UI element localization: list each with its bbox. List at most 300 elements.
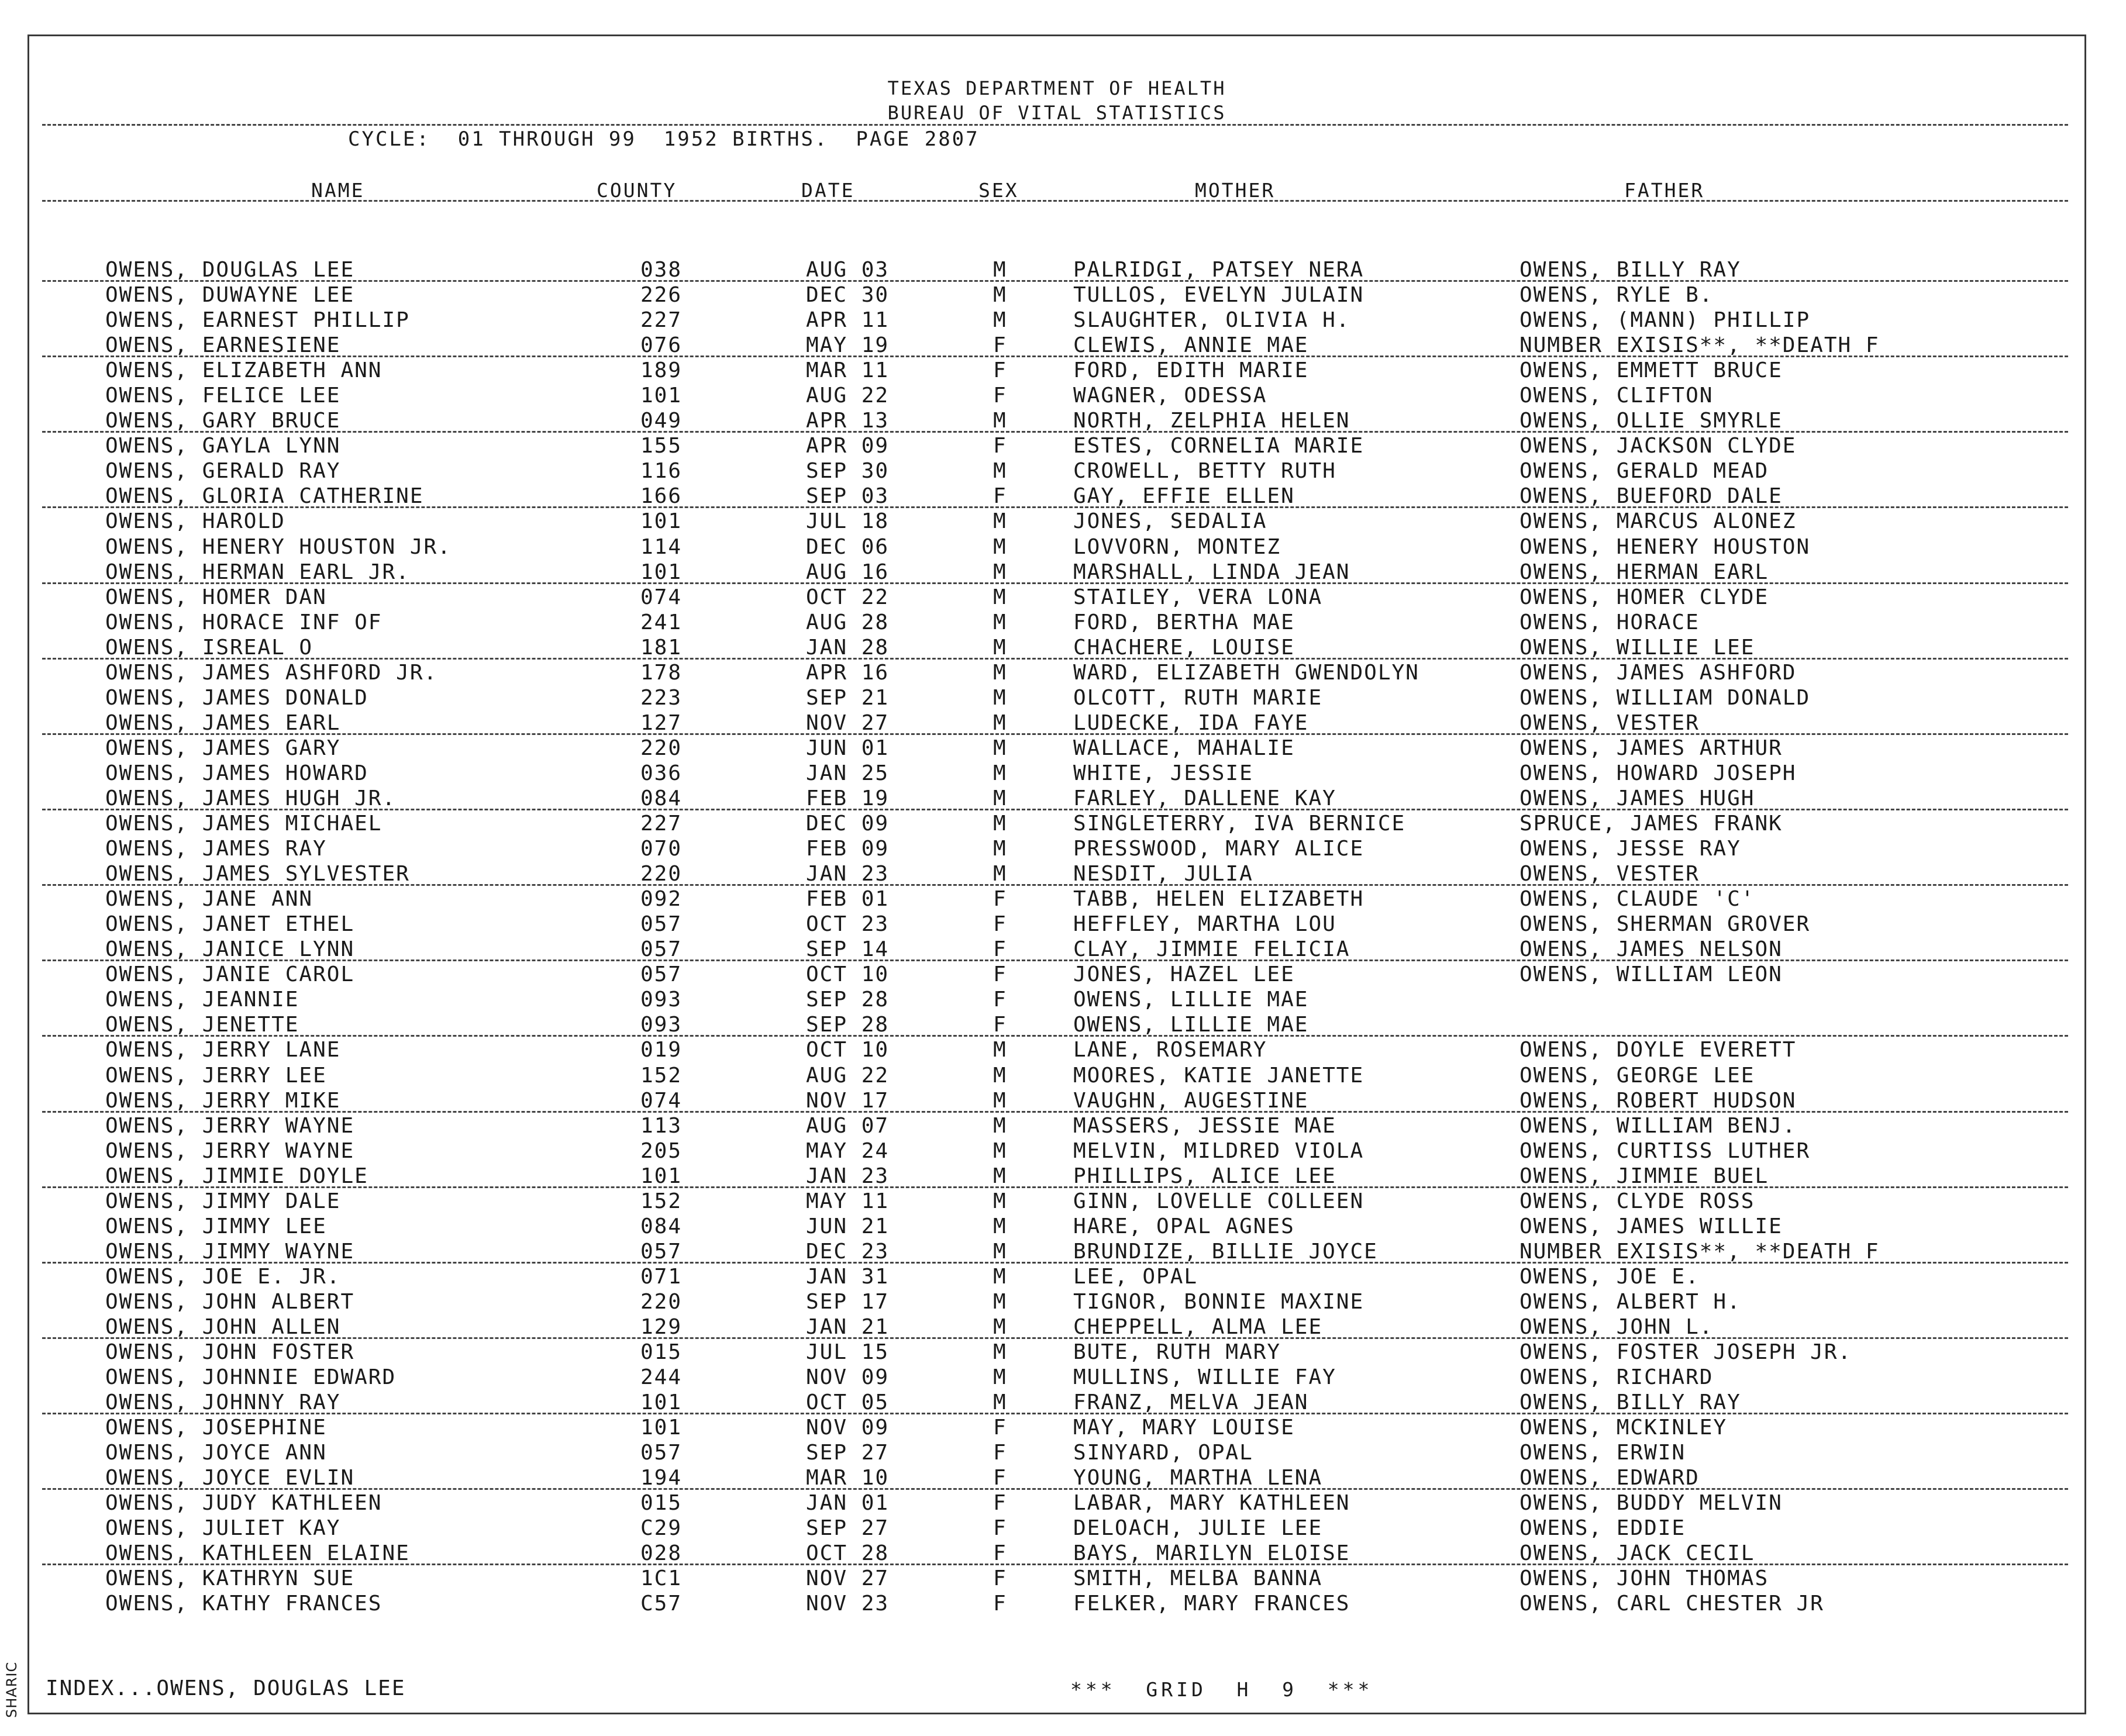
- record-father: OWENS, CLIFTON: [1519, 384, 1714, 408]
- record-date: OCT 10: [806, 962, 890, 987]
- table-row: [29, 561, 2084, 586]
- table-row: [29, 1089, 2084, 1114]
- record-father: OWENS, CARL CHESTER JR: [1519, 1592, 1824, 1616]
- record-mother: DELOACH, JULIE LEE: [1073, 1516, 1323, 1541]
- record-date: NOV 17: [806, 1088, 890, 1113]
- table-row: [29, 913, 2084, 938]
- table-row: [29, 837, 2084, 862]
- record-date: DEC 06: [806, 534, 890, 559]
- record-father: OWENS, JACK CECIL: [1519, 1541, 1755, 1566]
- record-name: OWENS, HENERY HOUSTON JR.: [105, 534, 452, 559]
- record-mother: NORTH, ZELPHIA HELEN: [1073, 409, 1350, 433]
- record-date: JAN 21: [806, 1314, 890, 1339]
- record-date: APR 16: [806, 660, 890, 685]
- record-name: OWENS, KATHY FRANCES: [105, 1592, 383, 1616]
- col-header-county: COUNTY: [597, 179, 677, 202]
- table-row: [29, 1391, 2084, 1416]
- record-father: OWENS, JIMMIE BUEL: [1519, 1164, 1769, 1188]
- record-sex: F: [993, 358, 1007, 383]
- record-county: 220: [640, 736, 683, 760]
- record-county: 113: [640, 1113, 683, 1138]
- record-county: 036: [640, 761, 683, 785]
- record-date: OCT 28: [806, 1541, 890, 1566]
- record-date: APR 09: [806, 434, 890, 458]
- table-row: [29, 938, 2084, 963]
- record-name: OWENS, JAMES ASHFORD JR.: [105, 660, 438, 685]
- record-mother: STAILEY, VERA LONA: [1073, 585, 1323, 609]
- record-father: OWENS, ROBERT HUDSON: [1519, 1088, 1797, 1113]
- record-father: OWENS, JAMES ASHFORD: [1519, 660, 1797, 685]
- record-date: APR 13: [806, 409, 890, 433]
- record-county: 194: [640, 1466, 683, 1490]
- record-name: OWENS, JOE E. JR.: [105, 1264, 341, 1289]
- record-name: OWENS, JOYCE ANN: [105, 1441, 327, 1465]
- record-mother: FORD, EDITH MARIE: [1073, 358, 1309, 383]
- record-date: SEP 27: [806, 1441, 890, 1465]
- record-name: OWENS, JANIE CAROL: [105, 962, 355, 987]
- record-mother: TIGNOR, BONNIE MAXINE: [1073, 1289, 1365, 1314]
- table-row: [29, 1013, 2084, 1038]
- record-county: 057: [640, 1239, 683, 1264]
- record-date: JUN 21: [806, 1214, 890, 1238]
- record-name: OWENS, EARNEST PHILLIP: [105, 308, 410, 333]
- table-row: [29, 586, 2084, 611]
- record-mother: WHITE, JESSIE: [1073, 761, 1253, 785]
- record-sex: M: [993, 610, 1007, 634]
- record-father: OWENS, CLAUDE 'C': [1519, 887, 1755, 912]
- record-father: OWENS, RYLE B.: [1519, 283, 1714, 308]
- record-date: JAN 25: [806, 761, 890, 785]
- record-name: OWENS, KATHLEEN ELAINE: [105, 1541, 410, 1566]
- table-row: [29, 460, 2084, 485]
- record-county: 152: [640, 1063, 683, 1088]
- record-date: SEP 21: [806, 685, 890, 710]
- table-row: [29, 1416, 2084, 1441]
- record-date: FEB 09: [806, 837, 890, 861]
- table-row: [29, 1190, 2084, 1215]
- record-name: OWENS, JULIET KAY: [105, 1516, 341, 1541]
- record-name: OWENS, JENETTE: [105, 1013, 299, 1037]
- table-row: [29, 284, 2084, 309]
- record-county: 127: [640, 710, 683, 735]
- record-father: OWENS, BILLY RAY: [1519, 1390, 1741, 1415]
- record-father: OWENS, JOHN THOMAS: [1519, 1566, 1769, 1591]
- table-row: [29, 762, 2084, 787]
- cycle-line: CYCLE: 01 THROUGH 99 1952 BIRTHS. PAGE 2807: [348, 127, 980, 151]
- record-county: 114: [640, 534, 683, 559]
- record-sex: F: [993, 1466, 1007, 1490]
- record-date: JUL 15: [806, 1340, 890, 1365]
- record-county: 129: [640, 1314, 683, 1339]
- record-sex: F: [993, 1592, 1007, 1616]
- record-county: 019: [640, 1038, 683, 1062]
- record-father: OWENS, ERWIN: [1519, 1441, 1686, 1465]
- record-name: OWENS, JAMES EARL: [105, 710, 341, 735]
- record-name: OWENS, HERMAN EARL JR.: [105, 560, 410, 584]
- record-date: JAN 23: [806, 1164, 890, 1188]
- record-county: 226: [640, 283, 683, 308]
- record-father: OWENS, HENERY HOUSTON: [1519, 534, 1811, 559]
- record-date: MAR 10: [806, 1466, 890, 1490]
- record-father: OWENS, (MANN) PHILLIP: [1519, 308, 1811, 333]
- record-father: OWENS, CLYDE ROSS: [1519, 1189, 1755, 1213]
- record-sex: M: [993, 534, 1007, 559]
- record-father: OWENS, EDDIE: [1519, 1516, 1686, 1541]
- record-sex: F: [993, 937, 1007, 962]
- record-county: 057: [640, 1441, 683, 1465]
- record-county: 057: [640, 912, 683, 937]
- record-name: OWENS, HORACE INF OF: [105, 610, 383, 634]
- record-father: OWENS, FOSTER JOSEPH JR.: [1519, 1340, 1852, 1365]
- record-county: 244: [640, 1365, 683, 1390]
- record-county: 028: [640, 1541, 683, 1566]
- record-name: OWENS, EARNESIENE: [105, 333, 341, 358]
- record-mother: JONES, SEDALIA: [1073, 509, 1267, 534]
- column-header-rule: [42, 200, 2068, 202]
- record-county: 092: [640, 887, 683, 912]
- record-date: DEC 23: [806, 1239, 890, 1264]
- record-sex: F: [993, 1013, 1007, 1037]
- table-row: [29, 1290, 2084, 1316]
- record-county: 093: [640, 1013, 683, 1037]
- record-mother: WAGNER, ODESSA: [1073, 384, 1267, 408]
- record-sex: M: [993, 1390, 1007, 1415]
- table-row: [29, 812, 2084, 837]
- record-sex: M: [993, 1340, 1007, 1365]
- col-header-father: FATHER: [1624, 179, 1705, 202]
- table-row: [29, 1064, 2084, 1089]
- record-date: AUG 22: [806, 384, 890, 408]
- record-name: OWENS, JOHN ALBERT: [105, 1289, 355, 1314]
- record-date: AUG 22: [806, 1063, 890, 1088]
- record-sex: F: [993, 1441, 1007, 1465]
- table-row: [29, 1542, 2084, 1567]
- record-mother: CHEPPELL, ALMA LEE: [1073, 1314, 1323, 1339]
- record-name: OWENS, JAMES RAY: [105, 837, 327, 861]
- table-row: [29, 1038, 2084, 1064]
- record-mother: CLEWIS, ANNIE MAE: [1073, 333, 1309, 358]
- record-date: AUG 16: [806, 560, 890, 584]
- record-date: AUG 07: [806, 1113, 890, 1138]
- record-date: OCT 10: [806, 1038, 890, 1062]
- record-mother: CHACHERE, LOUISE: [1073, 635, 1295, 660]
- table-row: [29, 988, 2084, 1013]
- record-mother: YOUNG, MARTHA LENA: [1073, 1466, 1323, 1490]
- record-mother: CLAY, JIMMIE FELICIA: [1073, 937, 1350, 962]
- record-name: OWENS, HOMER DAN: [105, 585, 327, 609]
- table-row: [29, 485, 2084, 510]
- record-county: 074: [640, 1088, 683, 1113]
- record-sex: M: [993, 862, 1007, 886]
- record-sex: M: [993, 1138, 1007, 1163]
- record-sex: M: [993, 812, 1007, 836]
- record-name: OWENS, JANET ETHEL: [105, 912, 355, 937]
- record-name: OWENS, JERRY LANE: [105, 1038, 341, 1062]
- record-mother: WARD, ELIZABETH GWENDOLYN: [1073, 660, 1419, 685]
- record-mother: MASSERS, JESSIE MAE: [1073, 1113, 1336, 1138]
- record-father: NUMBER EXISIS**, **DEATH F: [1519, 1239, 1880, 1264]
- side-label-text: SHARIC: [4, 1661, 20, 1718]
- record-county: 101: [640, 1164, 683, 1188]
- record-sex: F: [993, 384, 1007, 408]
- record-father: OWENS, JOHN L.: [1519, 1314, 1714, 1339]
- col-header-date: DATE: [801, 179, 855, 202]
- table-row: [29, 1567, 2084, 1592]
- record-sex: F: [993, 484, 1007, 509]
- record-father: OWENS, BILLY RAY: [1519, 258, 1741, 282]
- record-mother: MARSHALL, LINDA JEAN: [1073, 560, 1350, 584]
- record-father: OWENS, OLLIE SMYRLE: [1519, 409, 1783, 433]
- record-name: OWENS, DUWAYNE LEE: [105, 283, 355, 308]
- record-mother: FARLEY, DALLENE KAY: [1073, 786, 1336, 810]
- table-row: [29, 258, 2084, 284]
- record-date: SEP 30: [806, 459, 890, 484]
- record-mother: FRANZ, MELVA JEAN: [1073, 1390, 1309, 1415]
- record-name: OWENS, JAMES SYLVESTER: [105, 862, 410, 886]
- table-row: [29, 636, 2084, 661]
- table-row: [29, 888, 2084, 913]
- col-header-sex: SEX: [978, 179, 1019, 202]
- record-name: OWENS, JIMMY LEE: [105, 1214, 327, 1238]
- table-row: [29, 862, 2084, 888]
- record-mother: LANE, ROSEMARY: [1073, 1038, 1267, 1062]
- record-county: 093: [640, 988, 683, 1012]
- record-date: NOV 23: [806, 1592, 890, 1616]
- record-name: OWENS, JOYCE EVLIN: [105, 1466, 355, 1490]
- record-county: 049: [640, 409, 683, 433]
- record-name: OWENS, FELICE LEE: [105, 384, 341, 408]
- table-row: [29, 1492, 2084, 1517]
- record-mother: BUTE, RUTH MARY: [1073, 1340, 1281, 1365]
- table-row: [29, 434, 2084, 460]
- record-sex: M: [993, 1164, 1007, 1188]
- record-mother: VAUGHN, AUGESTINE: [1073, 1088, 1309, 1113]
- record-date: SEP 03: [806, 484, 890, 509]
- record-father: OWENS, JACKSON CLYDE: [1519, 434, 1797, 458]
- table-row: [29, 737, 2084, 762]
- record-father: OWENS, RICHARD: [1519, 1365, 1714, 1390]
- record-father: OWENS, WILLIAM BENJ.: [1519, 1113, 1797, 1138]
- record-name: OWENS, JERRY WAYNE: [105, 1138, 355, 1163]
- record-father: OWENS, WILLIAM DONALD: [1519, 685, 1811, 710]
- record-date: OCT 22: [806, 585, 890, 609]
- record-sex: M: [993, 660, 1007, 685]
- record-mother: NESDIT, JULIA: [1073, 862, 1253, 886]
- record-date: MAR 11: [806, 358, 890, 383]
- record-sex: F: [993, 988, 1007, 1012]
- record-date: MAY 24: [806, 1138, 890, 1163]
- record-father: OWENS, HOMER CLYDE: [1519, 585, 1769, 609]
- record-mother: JONES, HAZEL LEE: [1073, 962, 1295, 987]
- record-mother: HARE, OPAL AGNES: [1073, 1214, 1295, 1238]
- record-sex: M: [993, 1365, 1007, 1390]
- record-county: 1C1: [640, 1566, 683, 1591]
- record-county: 220: [640, 862, 683, 886]
- table-row: [29, 1165, 2084, 1190]
- record-mother: MOORES, KATIE JANETTE: [1073, 1063, 1365, 1088]
- table-row: [29, 1114, 2084, 1140]
- record-sex: M: [993, 283, 1007, 308]
- record-name: OWENS, KATHRYN SUE: [105, 1566, 355, 1591]
- record-name: OWENS, JERRY WAYNE: [105, 1113, 355, 1138]
- record-county: 076: [640, 333, 683, 358]
- header-rule: [42, 124, 2068, 126]
- table-row: [29, 1366, 2084, 1391]
- record-mother: PRESSWOOD, MARY ALICE: [1073, 837, 1365, 861]
- record-county: 178: [640, 660, 683, 685]
- record-name: OWENS, JEANNIE: [105, 988, 299, 1012]
- record-father: OWENS, CURTISS LUTHER: [1519, 1138, 1811, 1163]
- record-county: 071: [640, 1264, 683, 1289]
- record-mother: LABAR, MARY KATHLEEN: [1073, 1491, 1350, 1516]
- record-father: OWENS, DOYLE EVERETT: [1519, 1038, 1797, 1062]
- agency-title: TEXAS DEPARTMENT OF HEALTH: [887, 77, 1226, 99]
- side-label: [0, 1655, 18, 1719]
- record-sex: M: [993, 1038, 1007, 1062]
- record-county: C57: [640, 1592, 683, 1616]
- record-sex: M: [993, 560, 1007, 584]
- record-name: OWENS, DOUGLAS LEE: [105, 258, 355, 282]
- record-mother: ESTES, CORNELIA MARIE: [1073, 434, 1365, 458]
- record-date: AUG 03: [806, 258, 890, 282]
- record-father: OWENS, VESTER: [1519, 710, 1700, 735]
- record-sex: M: [993, 459, 1007, 484]
- record-county: 038: [640, 258, 683, 282]
- record-sex: F: [993, 887, 1007, 912]
- record-sex: F: [993, 1416, 1007, 1440]
- record-sex: F: [993, 1541, 1007, 1566]
- record-father: OWENS, MARCUS ALONEZ: [1519, 509, 1797, 534]
- table-row: [29, 963, 2084, 988]
- table-row: [29, 1517, 2084, 1542]
- record-name: OWENS, JERRY LEE: [105, 1063, 327, 1088]
- record-sex: M: [993, 409, 1007, 433]
- record-date: OCT 05: [806, 1390, 890, 1415]
- record-father: OWENS, JAMES WILLIE: [1519, 1214, 1783, 1238]
- record-sex: F: [993, 333, 1007, 358]
- record-mother: GINN, LOVELLE COLLEEN: [1073, 1189, 1365, 1213]
- record-father: SPRUCE, JAMES FRANK: [1519, 812, 1783, 836]
- table-row: [29, 1466, 2084, 1492]
- record-sex: M: [993, 1063, 1007, 1088]
- record-name: OWENS, GERALD RAY: [105, 459, 341, 484]
- record-father: OWENS, VESTER: [1519, 862, 1700, 886]
- record-mother: PALRIDGI, PATSEY NERA: [1073, 258, 1365, 282]
- record-county: 101: [640, 1416, 683, 1440]
- record-name: OWENS, JANE ANN: [105, 887, 313, 912]
- record-date: SEP 14: [806, 937, 890, 962]
- record-sex: M: [993, 1088, 1007, 1113]
- record-mother: FORD, BERTHA MAE: [1073, 610, 1295, 634]
- record-date: JAN 01: [806, 1491, 890, 1516]
- record-mother: HEFFLEY, MARTHA LOU: [1073, 912, 1336, 937]
- record-mother: FELKER, MARY FRANCES: [1073, 1592, 1350, 1616]
- record-mother: TULLOS, EVELYN JULAIN: [1073, 283, 1365, 308]
- record-county: 015: [640, 1491, 683, 1516]
- table-row: [29, 309, 2084, 334]
- record-name: OWENS, GLORIA CATHERINE: [105, 484, 424, 509]
- record-name: OWENS, JOSEPHINE: [105, 1416, 327, 1440]
- record-date: NOV 27: [806, 1566, 890, 1591]
- record-county: 074: [640, 585, 683, 609]
- record-date: FEB 01: [806, 887, 890, 912]
- record-father: NUMBER EXISIS**, **DEATH F: [1519, 333, 1880, 358]
- record-date: SEP 28: [806, 1013, 890, 1037]
- table-row: [29, 1441, 2084, 1466]
- record-county: 181: [640, 635, 683, 660]
- record-mother: LEE, OPAL: [1073, 1264, 1198, 1289]
- record-date: NOV 09: [806, 1365, 890, 1390]
- record-mother: OWENS, LILLIE MAE: [1073, 988, 1309, 1012]
- record-father: OWENS, HOWARD JOSEPH: [1519, 761, 1797, 785]
- record-name: OWENS, ISREAL O: [105, 635, 313, 660]
- record-county: 084: [640, 1214, 683, 1238]
- table-row: [29, 1592, 2084, 1617]
- record-mother: SMITH, MELBA BANNA: [1073, 1566, 1323, 1591]
- record-county: 101: [640, 560, 683, 584]
- record-date: JUN 01: [806, 736, 890, 760]
- record-county: 166: [640, 484, 683, 509]
- record-county: 057: [640, 962, 683, 987]
- record-father: OWENS, JESSE RAY: [1519, 837, 1741, 861]
- record-father: OWENS, WILLIAM LEON: [1519, 962, 1783, 987]
- record-name: OWENS, JIMMIE DOYLE: [105, 1164, 368, 1188]
- record-date: AUG 28: [806, 610, 890, 634]
- record-name: OWENS, JAMES HUGH JR.: [105, 786, 397, 810]
- record-county: 116: [640, 459, 683, 484]
- record-county: 057: [640, 937, 683, 962]
- record-sex: M: [993, 685, 1007, 710]
- record-date: APR 11: [806, 308, 890, 333]
- record-date: DEC 09: [806, 812, 890, 836]
- record-name: OWENS, HAROLD: [105, 509, 285, 534]
- table-row: [29, 1316, 2084, 1341]
- record-father: OWENS, MCKINLEY: [1519, 1416, 1728, 1440]
- record-sex: M: [993, 1239, 1007, 1264]
- record-sex: M: [993, 1314, 1007, 1339]
- record-date: JUL 18: [806, 509, 890, 534]
- record-sex: F: [993, 434, 1007, 458]
- record-date: SEP 27: [806, 1516, 890, 1541]
- record-father: OWENS, BUDDY MELVIN: [1519, 1491, 1783, 1516]
- record-name: OWENS, JAMES MICHAEL: [105, 812, 383, 836]
- table-row: [29, 712, 2084, 737]
- record-mother: MULLINS, WILLIE FAY: [1073, 1365, 1336, 1390]
- record-mother: PHILLIPS, ALICE LEE: [1073, 1164, 1336, 1188]
- record-father: OWENS, HORACE: [1519, 610, 1700, 634]
- record-sex: M: [993, 786, 1007, 810]
- record-county: 189: [640, 358, 683, 383]
- record-mother: OWENS, LILLIE MAE: [1073, 1013, 1309, 1037]
- table-row: [29, 661, 2084, 686]
- col-header-mother: MOTHER: [1195, 179, 1276, 202]
- table-row: [29, 536, 2084, 561]
- record-county: 205: [640, 1138, 683, 1163]
- record-name: OWENS, JOHNNY RAY: [105, 1390, 341, 1415]
- index-footer: INDEX...OWENS, DOUGLAS LEE: [46, 1676, 406, 1700]
- record-mother: MELVIN, MILDRED VIOLA: [1073, 1138, 1365, 1163]
- record-sex: M: [993, 1289, 1007, 1314]
- record-father: OWENS, BUEFORD DALE: [1519, 484, 1783, 509]
- record-sex: M: [993, 1113, 1007, 1138]
- record-mother: OLCOTT, RUTH MARIE: [1073, 685, 1323, 710]
- table-row: [29, 359, 2084, 384]
- record-father: OWENS, ALBERT H.: [1519, 1289, 1741, 1314]
- record-sex: F: [993, 1566, 1007, 1591]
- record-date: SEP 28: [806, 988, 890, 1012]
- record-date: MAY 11: [806, 1189, 890, 1213]
- record-name: OWENS, JIMMY WAYNE: [105, 1239, 355, 1264]
